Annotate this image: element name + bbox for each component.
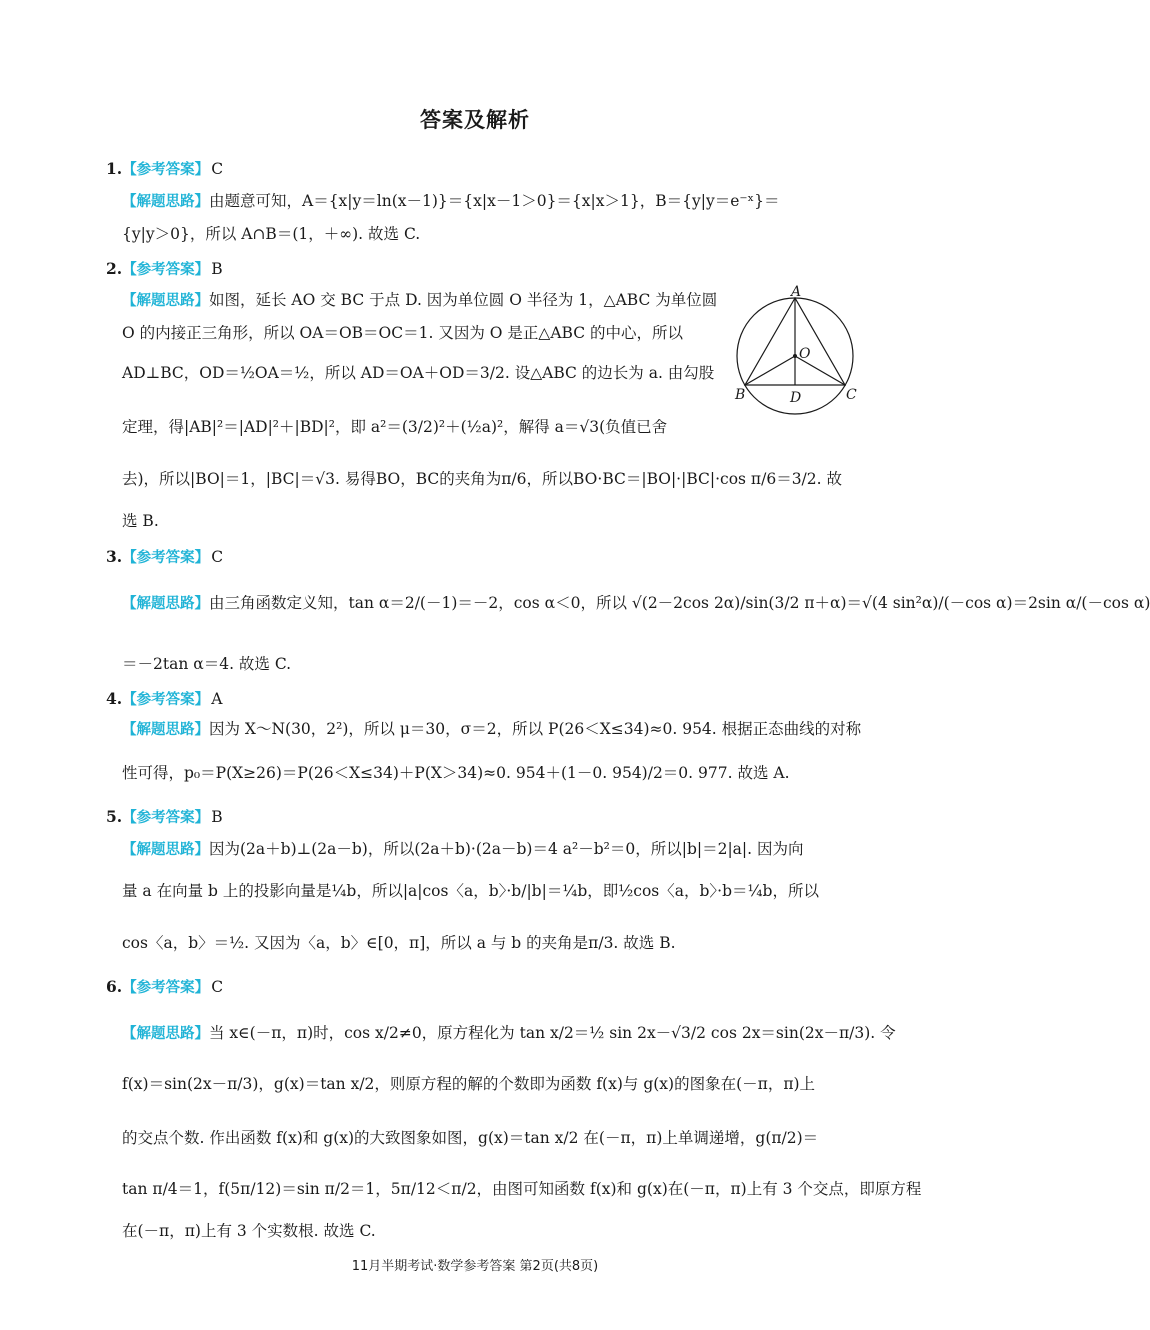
- q2-solution-tag: 【解题思路】: [122, 293, 209, 309]
- q6-line-1: [122, 1022, 896, 1045]
- q2-circle-figure: [732, 286, 862, 408]
- q6-line-4: tan π/4＝1，f(5π/12)＝sin π/2＝1，5π/12＜π/2，由图可知函数 f(x)和 g(x)在(－π，π)上有 3 个交点，即原方程: [122, 1180, 922, 1198]
- q1-solution-tag: 【解题思路】: [122, 194, 209, 210]
- q2-line-1: [122, 289, 722, 312]
- q5-header: [106, 806, 223, 827]
- page-footer: 11月半期考试·数学参考答案 第2页(共8页): [351, 1259, 599, 1274]
- q5-number: 5.: [106, 807, 123, 826]
- q1-line-2: {y|y＞0}，所以 A∩B＝(1，＋∞). 故选 C.: [122, 225, 421, 243]
- q6-solution-tag: 【解题思路】: [122, 1026, 209, 1042]
- q3-solution-tag: 【解题思路】: [122, 596, 209, 612]
- q2-ref-tag: 【参考答案】: [122, 262, 210, 278]
- q2-line-3: AD⊥BC，OD＝½OA＝½，所以 AD＝OA＋OD＝3/2. 设△ABC 的边长为 a. 由勾股: [122, 364, 715, 382]
- label-c: C: [846, 387, 857, 403]
- q6-ref-tag: 【参考答案】: [122, 980, 210, 996]
- q5-line-1: [122, 838, 862, 861]
- q3-line-2: ＝－2tan α＝4. 故选 C.: [122, 655, 292, 673]
- q2-answer: B: [211, 260, 223, 278]
- q3-line-1: [122, 592, 1150, 615]
- q5-ref-tag: 【参考答案】: [122, 810, 210, 826]
- q2-header: [106, 258, 223, 279]
- q1-number: 1.: [106, 159, 123, 178]
- q4-header: [106, 688, 222, 709]
- q4-solution-tag: 【解题思路】: [122, 722, 209, 738]
- q2-number: 2.: [106, 259, 123, 278]
- q4-number: 4.: [106, 689, 123, 708]
- q1-header: [106, 158, 223, 179]
- q2-line-6: 选 B.: [122, 512, 159, 530]
- segment-bo: [745, 356, 795, 385]
- q4-ref-tag: 【参考答案】: [122, 692, 210, 708]
- label-o: O: [799, 346, 811, 362]
- label-b: B: [735, 387, 746, 403]
- q2-line-5: 去)，所以|BO|＝1，|BC|＝√3. 易得BO，BC的夹角为π/6，所以BO·BC＝|BO|·|BC|·cos π/6＝3/2. 故: [122, 470, 842, 488]
- center-point: [793, 354, 797, 358]
- q4-line-1: [122, 718, 862, 741]
- q4-text-1: 因为 X～N(30，2²)，所以 μ＝30，σ＝2，所以 P(26＜X≤34)≈0. 954. 根据正态曲线的对称: [209, 720, 862, 738]
- q4-line-2: 性可得，p₀＝P(X≥26)＝P(26＜X≤34)＋P(X＞34)≈0. 954＋(1－0. 954)/2＝0. 977. 故选 A.: [122, 764, 790, 782]
- page-title: 答案及解析: [420, 108, 530, 132]
- q3-text-1: 由三角函数定义知，tan α＝2/(－1)＝－2，cos α＜0，所以 √(2－2cos 2α)/sin(3/2 π＋α)＝√(4 sin²α)/(－cos α)＝2sin α/(－cos α): [209, 594, 1150, 612]
- q2-line-2: O 的内接正三角形，所以 OA＝OB＝OC＝1. 又因为 O 是正△ABC 的中心，所以: [122, 324, 683, 342]
- q5-line-3: cos〈a，b〉＝½. 又因为〈a，b〉∈[0，π]，所以 a 与 b 的夹角是π/3. 故选 B.: [122, 934, 676, 952]
- q6-line-5: 在(－π，π)上有 3 个实数根. 故选 C.: [122, 1222, 376, 1240]
- q6-header: [106, 976, 223, 997]
- q3-number: 3.: [106, 547, 123, 566]
- q4-answer: A: [211, 690, 223, 708]
- q1-text-1: 由题意可知，A＝{x|y＝ln(x－1)}＝{x|x－1＞0}＝{x|x＞1}，B＝{y|y＝e⁻ˣ}＝: [209, 192, 780, 210]
- q1-ref-tag: 【参考答案】: [122, 162, 210, 178]
- q3-ref-tag: 【参考答案】: [122, 550, 210, 566]
- q1-line-1: [122, 190, 862, 213]
- q5-line-2: 量 a 在向量 b 上的投影向量是¼b，所以|a|cos〈a，b〉·b/|b|＝¼b，即½cos〈a，b〉·b＝¼b，所以: [122, 882, 819, 900]
- q3-header: [106, 546, 223, 567]
- q1-answer: C: [211, 160, 224, 178]
- label-a: A: [791, 284, 802, 300]
- q6-line-3: 的交点个数. 作出函数 f(x)和 g(x)的大致图象如图，g(x)＝tan x/2 在(－π，π)上单调递增，g(π/2)＝: [122, 1129, 819, 1147]
- q6-answer: C: [211, 978, 224, 996]
- q2-line-4: 定理，得|AB|²＝|AD|²＋|BD|²，即 a²＝(3/2)²＋(½a)²，解得 a＝√3(负值已舍: [122, 418, 668, 436]
- label-d: D: [790, 390, 802, 406]
- q5-answer: B: [211, 808, 223, 826]
- q5-solution-tag: 【解题思路】: [122, 842, 209, 858]
- q6-text-1: 当 x∈(－π，π)时，cos x/2≠0，原方程化为 tan x/2＝½ sin 2x－√3/2 cos 2x＝sin(2x－π/3). 令: [209, 1024, 896, 1042]
- q5-text-1: 因为(2a＋b)⊥(2a－b)，所以(2a＋b)·(2a－b)＝4 a²－b²＝0，所以|b|＝2|a|. 因为向: [209, 840, 804, 858]
- q2-text-1: 如图，延长 AO 交 BC 于点 D. 因为单位圆 O 半径为 1，△ABC 为单位圆: [209, 291, 718, 309]
- q6-number: 6.: [106, 977, 123, 996]
- q3-answer: C: [211, 548, 224, 566]
- q6-line-2: f(x)＝sin(2x－π/3)，g(x)＝tan x/2，则原方程的解的个数即为函数 f(x)与 g(x)的图象在(－π，π)上: [122, 1075, 816, 1093]
